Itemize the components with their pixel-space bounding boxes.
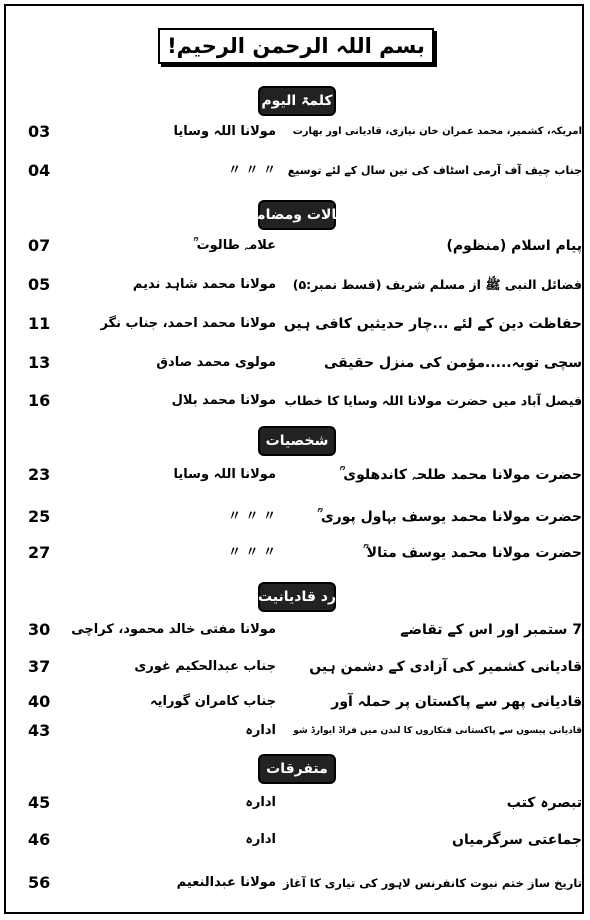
entry-title: پیام اسلام (منظوم) [446,238,582,254]
toc-entry[interactable] [0,389,590,413]
entry-page-number: 27 [28,543,51,562]
entry-page-number: 46 [28,830,51,849]
entry-page-number: 37 [28,657,51,676]
entry-title: سچی توبہ.....مؤمن کی منزل حقیقی [324,355,582,371]
entry-title: قادیانی کشمیر کی آزادی کے دشمن ہیں [309,659,582,675]
entry-author: مولوی محمد صادق [156,355,276,370]
entry-title: 7 ستمبر اور اس کے تقاضے [400,622,582,638]
toc-entry[interactable] [0,618,590,642]
entry-author: مولانا محمد احمد، جناب نگر [100,316,276,331]
section-header-radd-e-qadianiyat [258,582,336,612]
section-header-shakhsiyat [258,426,336,456]
section-header-maqalat [238,200,356,230]
entry-title: جناب چیف آف آرمی اسٹاف کی تین سال کے لئے توسیع [287,164,582,177]
entry-title: جماعتی سرگرمیاں [452,832,582,848]
section-header-kalimat-ul-yaum [258,86,336,116]
toc-entry[interactable] [0,719,590,743]
entry-author: علامہ طالوت ؒ [193,238,276,253]
entry-author: ادارہ [245,832,276,847]
toc-entry[interactable] [0,312,590,336]
entry-page-number: 03 [28,122,51,141]
toc-entry[interactable] [0,541,590,565]
entry-title: امریکہ، کشمیر، محمد عمران خان نیازی، قادیانی اور بھارت [292,126,582,137]
entry-page-number: 07 [28,236,51,255]
entry-title: قادیانی پھر سے پاکستان پر حملہ آور [331,694,582,710]
section-header-mutafarriqat [258,754,336,784]
section-title: متفرقات [266,761,328,777]
entry-title: تاریخ ساز ختم نبوت کانفرنس لاہور کی تیاری کا آغاز [283,876,582,890]
entry-title: قادیانی پیسوں سے پاکستانی فنکاروں کا لندن میں فراڈ ایوارڈ شو [293,726,582,736]
toc-entry[interactable] [0,871,590,895]
entry-page-number: 40 [28,692,51,711]
section-title: کلمۃ الیوم [261,93,333,109]
entry-author: جناب عبدالحکیم غوری [134,659,276,674]
entry-author-ditto: 〃 〃 〃 [227,545,276,560]
bismillah-banner [158,28,434,64]
entry-page-number: 11 [28,314,51,333]
bismillah-text: بسم اللہ الرحمن الرحیم! [167,34,425,58]
toc-entry[interactable] [0,828,590,852]
entry-page-number: 43 [28,721,51,740]
toc-entry[interactable] [0,791,590,815]
entry-author: مولانا اللہ وسایا [173,467,276,482]
toc-entry[interactable] [0,351,590,375]
entry-author-ditto: 〃 〃 〃 [227,509,276,524]
entry-author: مولانا عبدالنعیم [176,875,276,890]
section-title: مقالات ومضامین [238,207,356,223]
toc-entry[interactable] [0,273,590,297]
section-title: شخصیات [265,433,329,449]
entry-title: حضرت مولانا محمد طلحہ کاندھلوی ؒ [339,467,582,483]
entry-title: حضرت مولانا محمد یوسف متالا ؒ [363,545,582,561]
entry-author: مولانا محمد بلال [171,393,276,408]
section-title: رد قادیانیت [257,589,337,605]
entry-page-number: 45 [28,793,51,812]
entry-title: تبصرہ کتب [506,795,582,811]
entry-page-number: 25 [28,507,51,526]
entry-title: فضائل النبی ﷺ از مسلم شریف (قسط نمبر:۵) [292,277,582,292]
toc-entry[interactable] [0,234,590,258]
entry-author-ditto: 〃 〃 〃 [227,163,276,178]
toc-entry[interactable] [0,159,590,183]
toc-entry[interactable] [0,463,590,487]
entry-page-number: 16 [28,391,51,410]
entry-author: جناب کامران گورایہ [150,694,276,709]
entry-page-number: 13 [28,353,51,372]
entry-author: مولانا مفتی خالد محمود، کراچی [71,622,276,637]
toc-entry[interactable] [0,655,590,679]
toc-entry[interactable] [0,120,590,144]
entry-author: ادارہ [245,795,276,810]
entry-title: حفاظت دین کے لئے ...چار حدیثیں کافی ہیں [283,316,582,332]
entry-page-number: 04 [28,161,51,180]
entry-page-number: 30 [28,620,51,639]
entry-page-number: 56 [28,873,51,892]
toc-entry[interactable] [0,505,590,529]
toc-entry[interactable] [0,690,590,714]
entry-page-number: 23 [28,465,51,484]
entry-title: فیصل آباد میں حضرت مولانا اللہ وسایا کا خطاب [284,393,582,408]
entry-author: مولانا محمد شاہد ندیم [132,277,276,292]
entry-author: ادارہ [245,723,276,738]
entry-title: حضرت مولانا محمد یوسف بہاول پوری ؒ [317,509,582,525]
entry-page-number: 05 [28,275,51,294]
entry-author: مولانا اللہ وسایا [173,124,276,139]
